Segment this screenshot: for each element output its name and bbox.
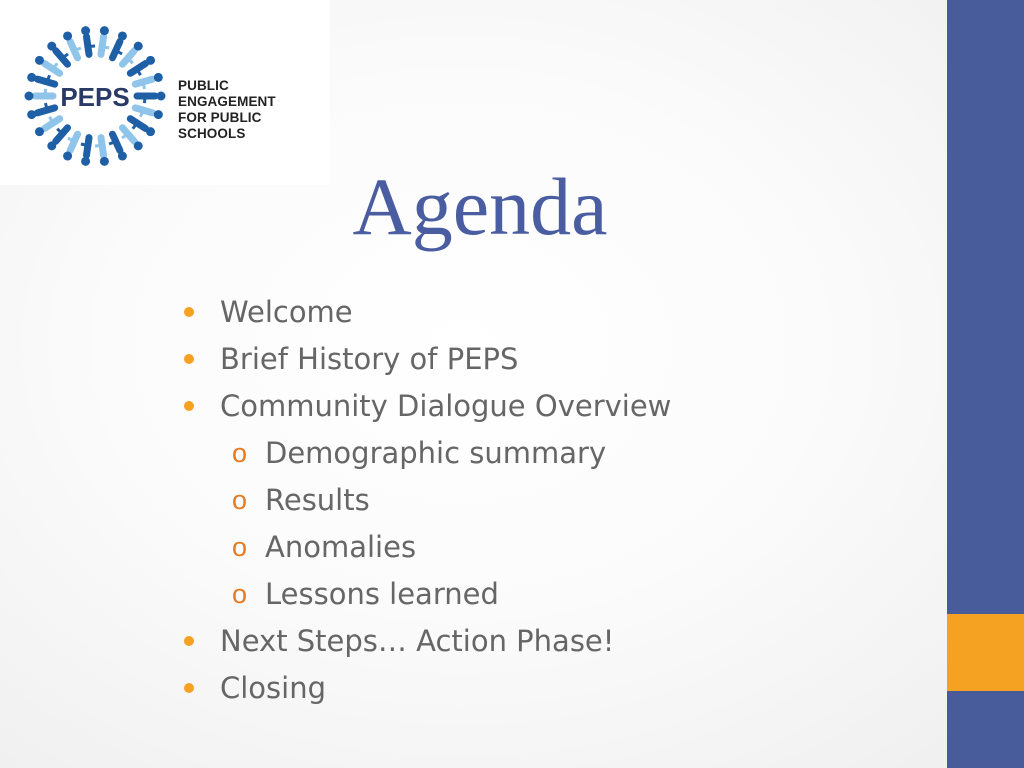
agenda-item-text: Community Dialogue Overview — [220, 389, 672, 423]
bullet-dot-icon — [184, 307, 194, 317]
bullet-dot-icon — [184, 401, 194, 411]
agenda-item-text: Closing — [220, 671, 327, 705]
slide-title: Agenda — [352, 161, 608, 252]
agenda-subitem-text: Anomalies — [265, 530, 417, 564]
agenda-item-text: Next Steps… Action Phase! — [220, 624, 615, 658]
sub-bullet-marker: o — [232, 532, 248, 562]
agenda-subitem-text: Lessons learned — [265, 577, 499, 611]
peps-ring-icon — [22, 12, 168, 180]
peps-logo — [0, 0, 330, 185]
sub-bullet-marker: o — [232, 485, 248, 515]
logo-line-2: FOR PUBLIC SCHOOLS — [178, 110, 262, 141]
agenda-subitem-text: Results — [265, 483, 370, 517]
sub-bullet-marker: o — [232, 579, 248, 609]
sub-bullet-marker: o — [232, 438, 248, 468]
logo-wordmark — [178, 78, 330, 142]
logo-circle-text: PEPS — [60, 82, 130, 112]
right-accent-block — [947, 614, 1024, 691]
bullet-dot-icon — [184, 354, 194, 364]
agenda-item-text: Brief History of PEPS — [220, 342, 519, 376]
agenda-subitem-text: Demographic summary — [265, 436, 607, 470]
bullet-dot-icon — [184, 683, 194, 693]
bullet-dot-icon — [184, 636, 194, 646]
agenda-item-text: Welcome — [220, 295, 353, 329]
logo-line-1: PUBLIC ENGAGEMENT — [178, 78, 276, 109]
